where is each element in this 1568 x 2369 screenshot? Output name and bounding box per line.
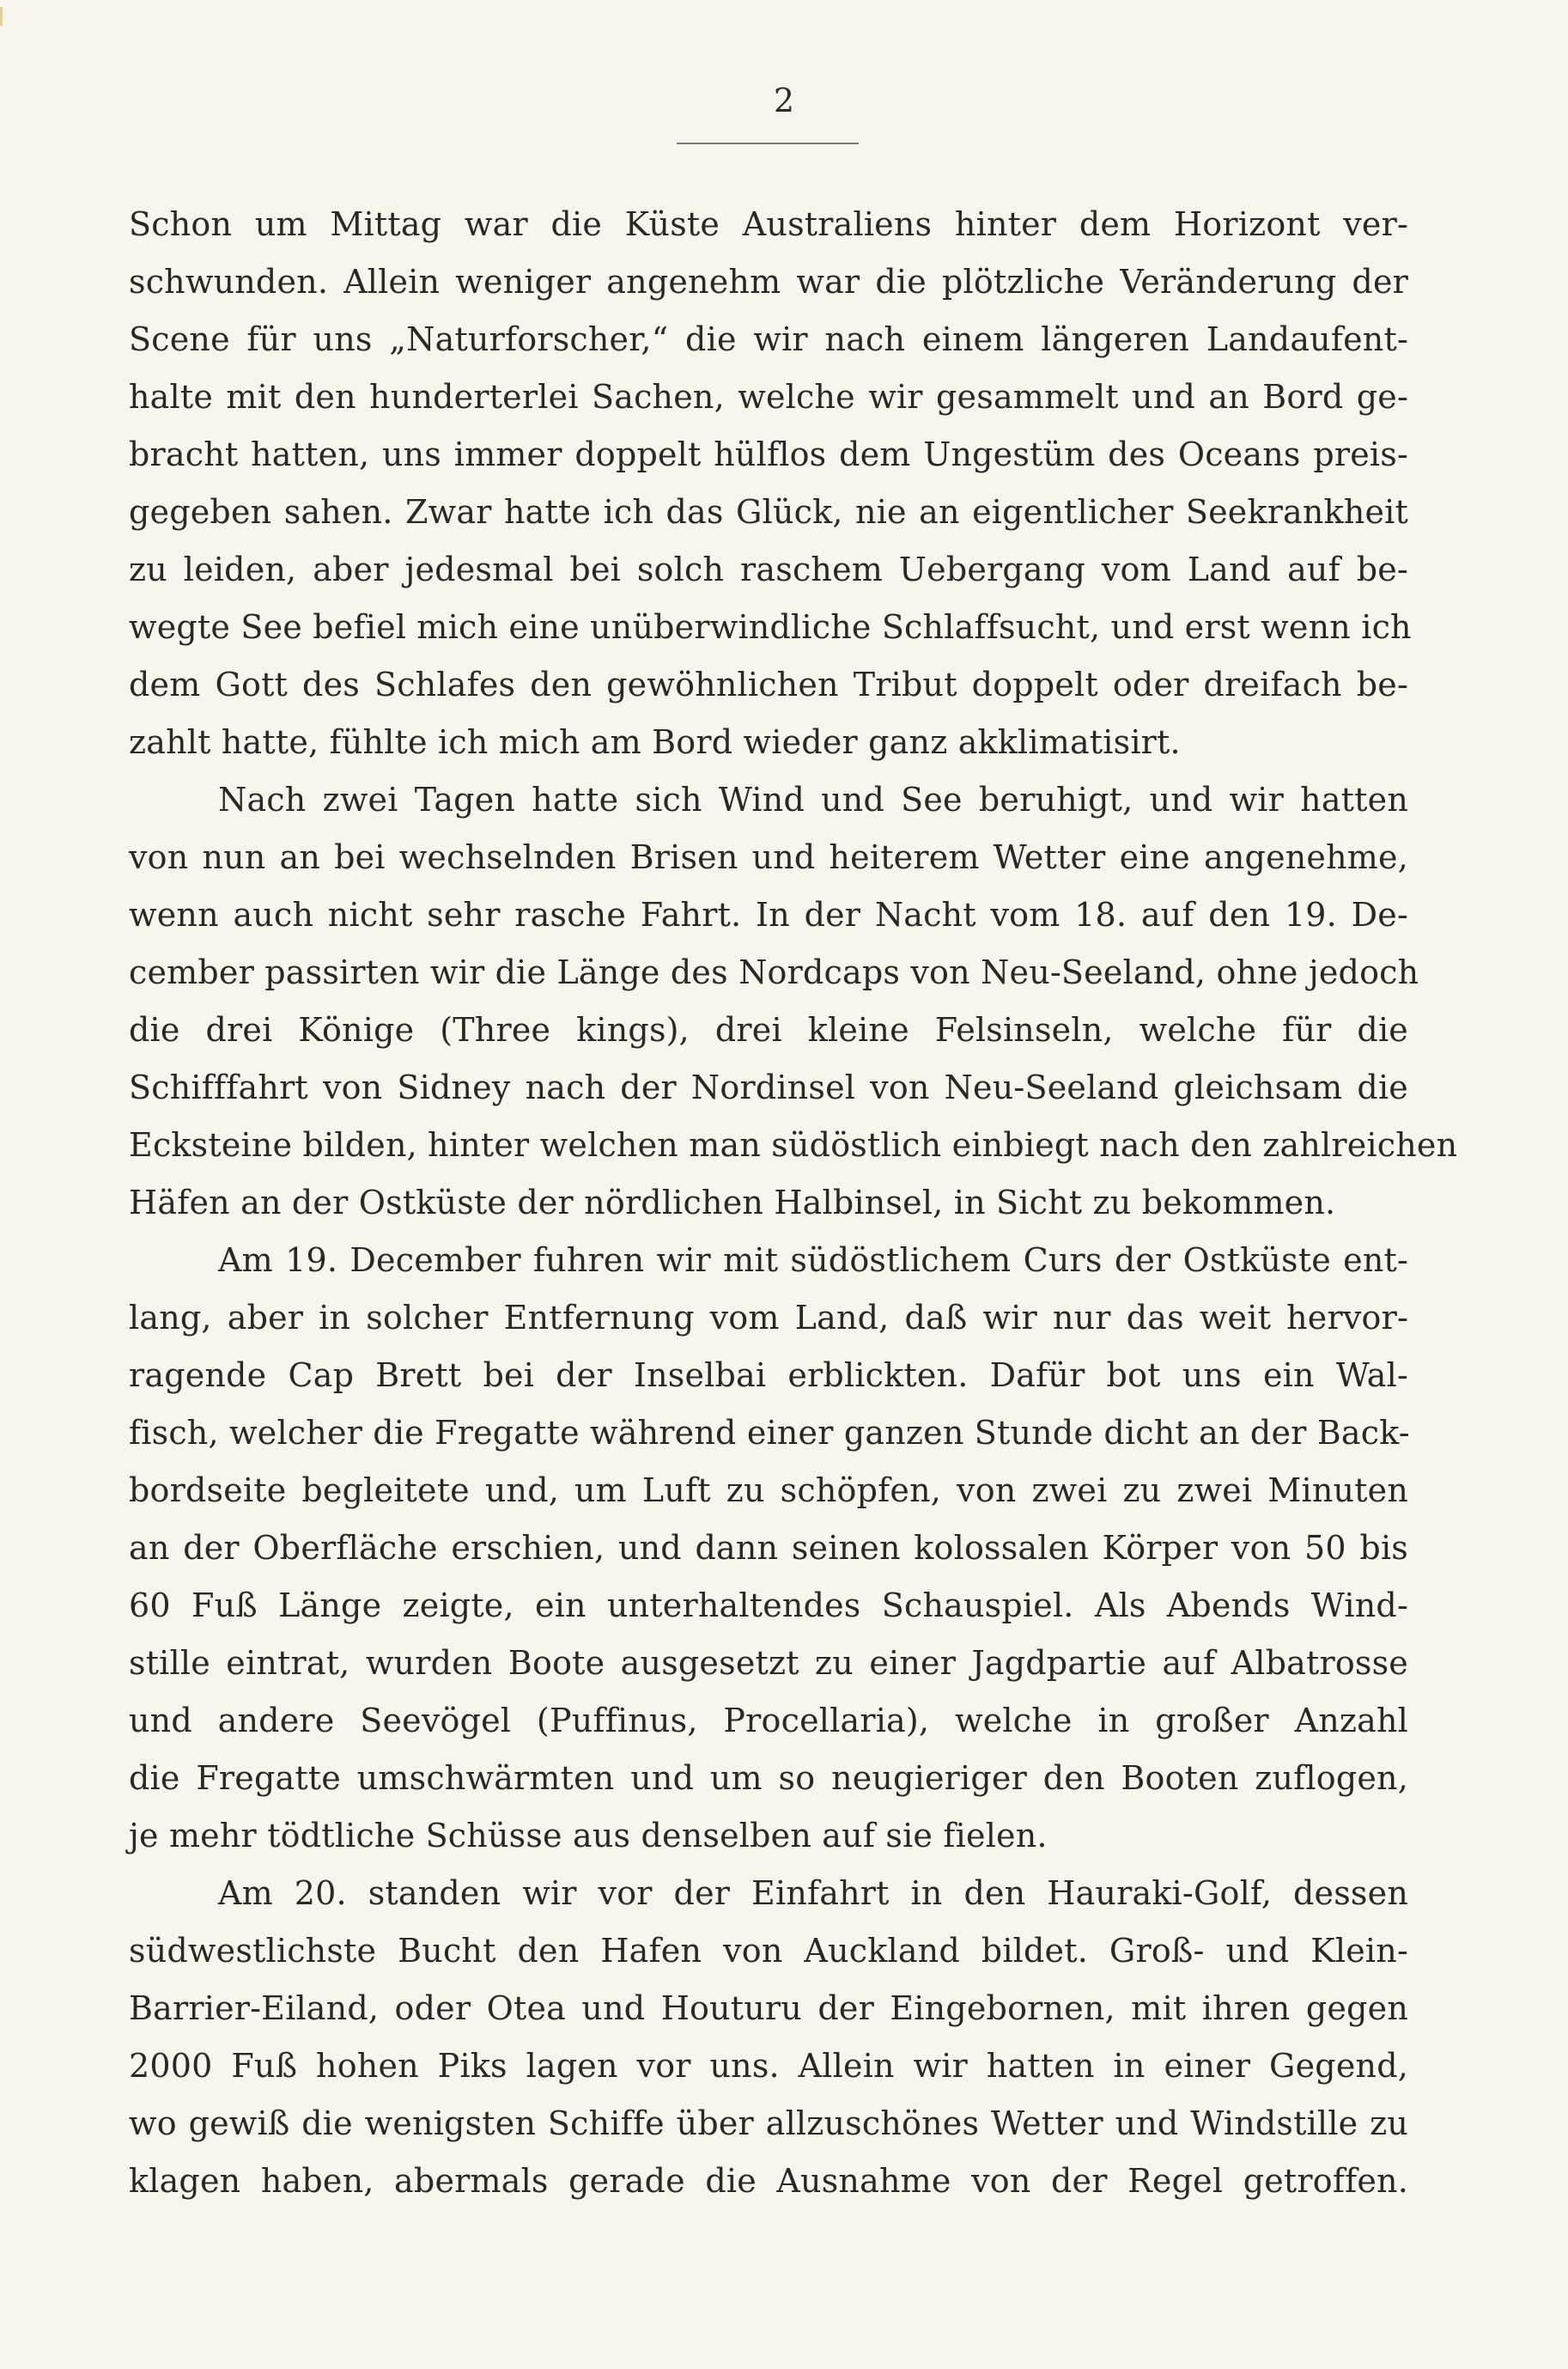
text-line: Ecksteine bilden, hinter welchen man südöstlich einbiegt nach den zahlreichen [129, 1126, 1458, 1164]
text-line: dem Gott des Schlafes den gewöhnlichen Tribut doppelt oder dreifach be- [129, 666, 1408, 703]
text-line: Am 19. December fuhren wir mit südöstlichem Curs der Ostküste ent- [218, 1241, 1408, 1279]
text-line: ragende Cap Brett bei der Inselbai erblickten. Dafür bot uns ein Wal- [129, 1356, 1408, 1394]
text-line: und andere Seevögel (Puffinus, Procellaria), welche in großer Anzahl [129, 1702, 1408, 1739]
text-line: klagen haben, abermals gerade die Ausnahme von der Regel getroffen. [129, 2162, 1408, 2200]
text-line: die Fregatte umschwärmten und um so neugieriger den Booten zuflogen, [129, 1759, 1408, 1797]
header-rule [677, 143, 859, 144]
text-line: wenn auch nicht sehr rasche Fahrt. In der Nacht vom 18. auf den 19. De- [129, 896, 1408, 934]
text-line: cember passirten wir die Länge des Nordcaps von Neu-Seeland, ohne jedoch [129, 953, 1419, 991]
text-line: Schon um Mittag war die Küste Australiens hinter dem Horizont ver- [129, 205, 1408, 243]
text-line: bordseite begleitete und, um Luft zu schöpfen, von zwei zu zwei Minuten [129, 1471, 1408, 1509]
text-line: 2000 Fuß hohen Piks lagen vor uns. Allein wir hatten in einer Gegend, [129, 2047, 1408, 2085]
text-line: an der Oberfläche erschien, und dann seinen kolossalen Körper von 50 bis [129, 1529, 1408, 1567]
text-line: zu leiden, aber jedesmal bei solch raschem Uebergang vom Land auf be- [129, 551, 1408, 588]
text-line: Am 20. standen wir vor der Einfahrt in den Hauraki-Golf, dessen [218, 1874, 1408, 1912]
text-line: wo gewiß die wenigsten Schiffe über allzuschönes Wetter und Windstille zu [129, 2104, 1408, 2142]
text-line: Schifffahrt von Sidney nach der Nordinsel von Neu-Seeland gleichsam die [129, 1069, 1408, 1106]
text-line: gegeben sahen. Zwar hatte ich das Glück, nie an eigentlicher Seekrankheit [129, 493, 1408, 531]
text-line: Nach zwei Tagen hatte sich Wind und See beruhigt, und wir hatten [218, 781, 1408, 819]
text-line: Barrier-Eiland, oder Otea und Houturu der Eingebornen, mit ihren gegen [129, 1989, 1408, 2027]
text-line: die drei Könige (Three kings), drei kleine Felsinseln, welche für die [129, 1011, 1408, 1049]
text-line: von nun an bei wechselnden Brisen und heiterem Wetter eine angenehme, [129, 838, 1408, 876]
text-line: wegte See befiel mich eine unüberwindliche Schlaffsucht, und erst wenn ich [129, 608, 1412, 646]
text-line: zahlt hatte, fühlte ich mich am Bord wieder ganz akklimatisirt. [129, 723, 1181, 761]
text-line: lang, aber in solcher Entfernung vom Land, daß wir nur das weit hervor- [129, 1299, 1408, 1337]
text-line: schwunden. Allein weniger angenehm war die plötzliche Veränderung der [129, 263, 1408, 301]
body-text [129, 196, 1458, 2210]
text-line: je mehr tödtliche Schüsse aus denselben auf sie fielen. [129, 1817, 1048, 1854]
text-line: Häfen an der Ostküste der nördlichen Halbinsel, in Sicht zu bekommen. [129, 1184, 1336, 1221]
text-line: 60 Fuß Länge zeigte, ein unterhaltendes Schauspiel. Als Abends Wind- [129, 1586, 1408, 1624]
page-number: 2 [773, 82, 795, 119]
text-line: bracht hatten, uns immer doppelt hülflos dem Ungestüm des Oceans preis- [129, 435, 1408, 473]
text-line: fisch, welcher die Fregatte während einer ganzen Stunde dicht an der Back- [129, 1414, 1410, 1452]
text-line: südwestlichste Bucht den Hafen von Auckland bildet. Groß- und Klein- [129, 1932, 1408, 1970]
text-line: halte mit den hunderterlei Sachen, welche wir gesammelt und an Bord ge- [129, 378, 1408, 416]
margin-mark [0, 7, 3, 26]
text-line: stille eintrat, wurden Boote ausgesetzt zu einer Jagdpartie auf Albatrosse [129, 1644, 1408, 1682]
text-line: Scene für uns „Naturforscher,“ die wir nach einem längeren Landaufent- [129, 320, 1408, 358]
